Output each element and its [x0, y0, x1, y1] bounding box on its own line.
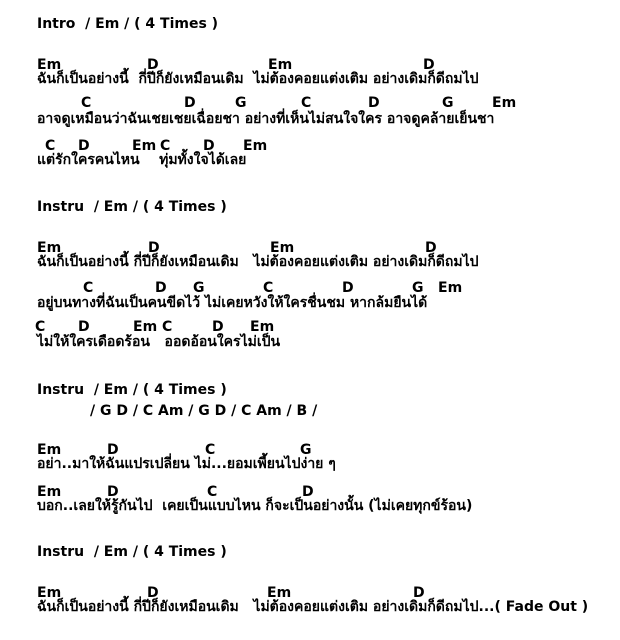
chord-label: G: [412, 280, 424, 296]
chord-label: D: [147, 57, 159, 73]
chord-label: Em: [438, 280, 463, 296]
chord-label: Em: [132, 138, 157, 154]
chord-label: Em: [243, 138, 268, 154]
chord-label: D: [107, 484, 119, 500]
section-heading-text: Intro / Em / ( 4 Times ): [37, 16, 219, 32]
lyric-line-text: อยู่บนทางที่ฉันเป็นคนขีดไว้ ไม่เคยหวังให้ใครชื่นชม หากล้มยืนได้: [37, 295, 428, 311]
chord-label: D: [302, 484, 314, 500]
chord-label: G: [235, 95, 247, 111]
chord-label: C: [160, 138, 171, 154]
chord-label: G: [300, 442, 312, 458]
chord-label: D: [413, 585, 425, 601]
lyric-line-text: แต่รักใครคนไหน ทุ่มทั้งใจได้เลย: [37, 152, 247, 168]
chord-label: D: [78, 138, 90, 154]
chord-label: C: [207, 484, 218, 500]
chord-label: Em: [267, 585, 292, 601]
chord-label: C: [263, 280, 274, 296]
chord-label: D: [147, 585, 159, 601]
chord-label: Em: [250, 319, 275, 335]
lyric-line-text: ไม่ให้ใครเดือดร้อน ออดอ้อนใครไม่เป็น: [37, 334, 281, 350]
lyric-line-text: บอก..เลยให้รู้กันไป เคยเป็นแบบไหน ก็จะเป็นอย่างนั้น (ไม่เคยทุกข์ร้อน): [37, 498, 473, 514]
chord-label: D: [155, 280, 167, 296]
chord-label: Em: [492, 95, 517, 111]
chord-label: C: [35, 319, 46, 335]
lyric-line-text: อาจดูเหมือนว่าฉันเชยเชยเฉื่อยชา อย่างที่เห็นไม่สนใจใคร อาจดูคล้ายเย็นชา: [37, 111, 495, 127]
chord-label: D: [423, 57, 435, 73]
chord-label: Em: [268, 57, 293, 73]
chord-label: C: [162, 319, 173, 335]
chord-label: Em: [133, 319, 158, 335]
chord-label: C: [81, 95, 92, 111]
chord-label: Em: [37, 442, 62, 458]
section-heading-text: Instru / Em / ( 4 Times ): [37, 199, 227, 215]
chord-label: D: [212, 319, 224, 335]
section-heading-text: / G D / C Am / G D / C Am / B /: [90, 403, 318, 419]
chord-label: C: [45, 138, 56, 154]
section-heading-text: Instru / Em / ( 4 Times ): [37, 382, 227, 398]
lyric-line-text: ฉันก็เป็นอย่างนี้ กี่ปีก็ยังเหมือนเดิม ไม่ต้องคอยแต่งเติม อย่างเดิมก็ดีถมไป: [37, 254, 479, 270]
lyric-line-text: ฉันก็เป็นอย่างนี้ กี่ปีก็ยังเหมือนเดิม ไม่ต้องคอยแต่งเติม อย่างเดิมก็ดีถมไป...( Fade Out ): [37, 599, 589, 615]
chord-label: C: [205, 442, 216, 458]
chord-label: Em: [37, 484, 62, 500]
lyric-line-text: อย่า..มาให้ฉันแปรเปลี่ยน ไม่...ยอมเพี้ยนไปง่าย ๆ: [37, 456, 336, 472]
chord-label: G: [193, 280, 205, 296]
chord-label: D: [425, 240, 437, 256]
chord-label: C: [83, 280, 94, 296]
chord-label: Em: [37, 585, 62, 601]
chord-label: Em: [37, 57, 62, 73]
chord-label: Em: [37, 240, 62, 256]
section-heading-text: Instru / Em / ( 4 Times ): [37, 544, 227, 560]
chord-label: D: [78, 319, 90, 335]
chord-label: D: [107, 442, 119, 458]
lyric-line-text: ฉันก็เป็นอย่างนี้ กี่ปีก็ยังเหมือนเดิม ไม่ต้องคอยแต่งเติม อย่างเดิมก็ดีถมไป: [37, 71, 479, 87]
chord-label: D: [203, 138, 215, 154]
chord-label: C: [301, 95, 312, 111]
chord-label: D: [342, 280, 354, 296]
chord-label: D: [148, 240, 160, 256]
chord-label: Em: [270, 240, 295, 256]
chord-label: D: [368, 95, 380, 111]
chord-label: G: [442, 95, 454, 111]
chord-label: D: [184, 95, 196, 111]
